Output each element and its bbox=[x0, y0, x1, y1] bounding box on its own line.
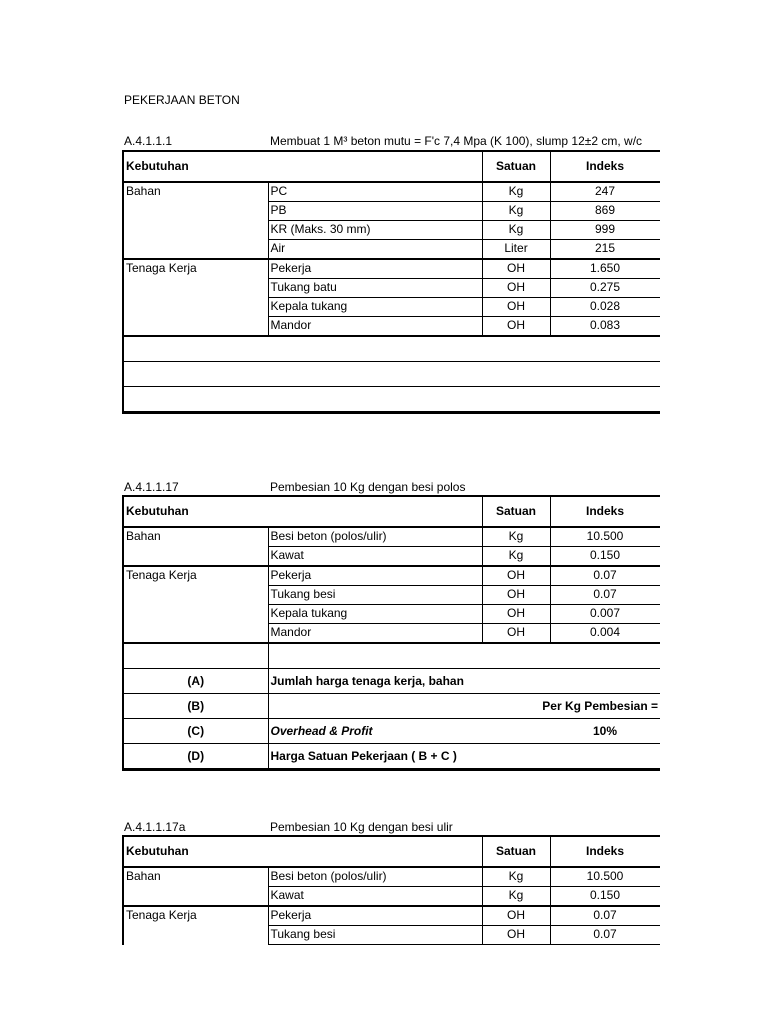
item-name: Air bbox=[268, 240, 482, 260]
item-unit: Kg bbox=[482, 547, 550, 567]
section-3-table bbox=[122, 835, 660, 945]
item-unit: OH bbox=[482, 926, 550, 945]
header-kebutuhan: Kebutuhan bbox=[123, 836, 482, 867]
table-header-row bbox=[123, 836, 660, 867]
item-unit: OH bbox=[482, 586, 550, 605]
item-name: Besi beton (polos/ulir) bbox=[268, 527, 482, 547]
item-index: 10.500 bbox=[550, 527, 660, 547]
section-1-description: Membuat 1 M³ beton mutu = F'c 7,4 Mpa (K 100), slump 12±2 cm, w/c bbox=[270, 134, 643, 148]
summary-c-text: Overhead & Profit bbox=[268, 719, 550, 744]
table-row bbox=[123, 527, 660, 547]
header-satuan: Satuan bbox=[482, 496, 550, 527]
empty-row bbox=[123, 362, 660, 387]
item-name: Tukang besi bbox=[268, 586, 482, 605]
item-index: 0.07 bbox=[550, 926, 660, 945]
item-index: 10.500 bbox=[550, 867, 660, 887]
table-row bbox=[123, 867, 660, 887]
item-index: 869 bbox=[550, 202, 660, 221]
group-label: Bahan bbox=[123, 527, 268, 566]
item-name: Pekerja bbox=[268, 906, 482, 926]
summary-a-label: (A) bbox=[123, 669, 268, 694]
item-index: 215 bbox=[550, 240, 660, 260]
item-name: Tukang batu bbox=[268, 279, 482, 298]
table-header-row bbox=[123, 151, 660, 182]
summary-d-text: Harga Satuan Pekerjaan ( B + C ) bbox=[268, 744, 660, 770]
item-index: 999 bbox=[550, 221, 660, 240]
item-unit: OH bbox=[482, 279, 550, 298]
empty-row bbox=[123, 387, 660, 413]
summary-row-c bbox=[123, 719, 660, 744]
item-name: Mandor bbox=[268, 317, 482, 337]
item-name: Tukang besi bbox=[268, 926, 482, 945]
item-index: 0.07 bbox=[550, 566, 660, 586]
item-unit: OH bbox=[482, 298, 550, 317]
item-name: Kawat bbox=[268, 887, 482, 907]
item-index: 0.083 bbox=[550, 317, 660, 337]
item-unit: Kg bbox=[482, 887, 550, 907]
item-unit: OH bbox=[482, 317, 550, 337]
item-index: 0.07 bbox=[550, 586, 660, 605]
group-label: Tenaga Kerja bbox=[123, 566, 268, 643]
item-index: 0.150 bbox=[550, 887, 660, 907]
empty-row bbox=[123, 336, 660, 362]
header-satuan: Satuan bbox=[482, 836, 550, 867]
item-index: 247 bbox=[550, 182, 660, 202]
group-label: Bahan bbox=[123, 182, 268, 259]
header-kebutuhan: Kebutuhan bbox=[123, 151, 482, 182]
item-unit: OH bbox=[482, 566, 550, 586]
item-unit: OH bbox=[482, 605, 550, 624]
item-name: Besi beton (polos/ulir) bbox=[268, 867, 482, 887]
header-indeks: Indeks bbox=[550, 151, 660, 182]
item-index: 0.028 bbox=[550, 298, 660, 317]
section-3-description: Pembesian 10 Kg dengan besi ulir bbox=[270, 820, 453, 834]
item-name: Kawat bbox=[268, 547, 482, 567]
table-row bbox=[123, 566, 660, 586]
item-name: KR (Maks. 30 mm) bbox=[268, 221, 482, 240]
table-row bbox=[123, 182, 660, 202]
table-row bbox=[123, 906, 660, 926]
document-title: PEKERJAAN BETON bbox=[124, 93, 240, 107]
header-indeks: Indeks bbox=[550, 836, 660, 867]
summary-b-label: (B) bbox=[123, 694, 268, 719]
item-name: Kepala tukang bbox=[268, 605, 482, 624]
item-name: Pekerja bbox=[268, 259, 482, 279]
section-3-code: A.4.1.1.17a bbox=[124, 820, 186, 834]
item-unit: Kg bbox=[482, 867, 550, 887]
item-index: 0.07 bbox=[550, 906, 660, 926]
section-2-table-wrap bbox=[122, 495, 660, 771]
section-1-code: A.4.1.1.1 bbox=[124, 134, 173, 148]
header-kebutuhan: Kebutuhan bbox=[123, 496, 482, 527]
item-unit: Kg bbox=[482, 527, 550, 547]
group-label: Tenaga Kerja bbox=[123, 906, 268, 945]
item-index: 0.150 bbox=[550, 547, 660, 567]
section-3-table-wrap bbox=[122, 835, 660, 947]
group-label: Bahan bbox=[123, 867, 268, 906]
summary-row-d bbox=[123, 744, 660, 770]
empty-row bbox=[123, 643, 660, 669]
section-2-description: Pembesian 10 Kg dengan besi polos bbox=[270, 480, 466, 494]
item-unit: Kg bbox=[482, 202, 550, 221]
table-header-row bbox=[123, 496, 660, 527]
item-unit: Kg bbox=[482, 182, 550, 202]
group-label: Tenaga Kerja bbox=[123, 259, 268, 336]
summary-c-label: (C) bbox=[123, 719, 268, 744]
section-2-code: A.4.1.1.17 bbox=[124, 480, 179, 494]
section-1-table-wrap bbox=[122, 150, 660, 414]
item-index: 1.650 bbox=[550, 259, 660, 279]
section-1-table bbox=[122, 150, 660, 414]
item-name: Pekerja bbox=[268, 566, 482, 586]
item-unit: OH bbox=[482, 906, 550, 926]
section-2-table bbox=[122, 495, 660, 771]
item-unit: OH bbox=[482, 624, 550, 644]
item-name: PC bbox=[268, 182, 482, 202]
summary-d-label: (D) bbox=[123, 744, 268, 770]
summary-c-value: 10% bbox=[550, 719, 660, 744]
table-row bbox=[123, 259, 660, 279]
header-indeks: Indeks bbox=[550, 496, 660, 527]
summary-a-text: Jumlah harga tenaga kerja, bahan bbox=[268, 669, 660, 694]
item-name: PB bbox=[268, 202, 482, 221]
item-index: 0.004 bbox=[550, 624, 660, 644]
header-satuan: Satuan bbox=[482, 151, 550, 182]
summary-row-a bbox=[123, 669, 660, 694]
item-index: 0.007 bbox=[550, 605, 660, 624]
item-unit: Kg bbox=[482, 221, 550, 240]
item-name: Kepala tukang bbox=[268, 298, 482, 317]
item-unit: Liter bbox=[482, 240, 550, 260]
item-unit: OH bbox=[482, 259, 550, 279]
summary-row-b bbox=[123, 694, 660, 719]
item-name: Mandor bbox=[268, 624, 482, 644]
summary-b-text: Per Kg Pembesian = bbox=[268, 694, 660, 719]
item-index: 0.275 bbox=[550, 279, 660, 298]
